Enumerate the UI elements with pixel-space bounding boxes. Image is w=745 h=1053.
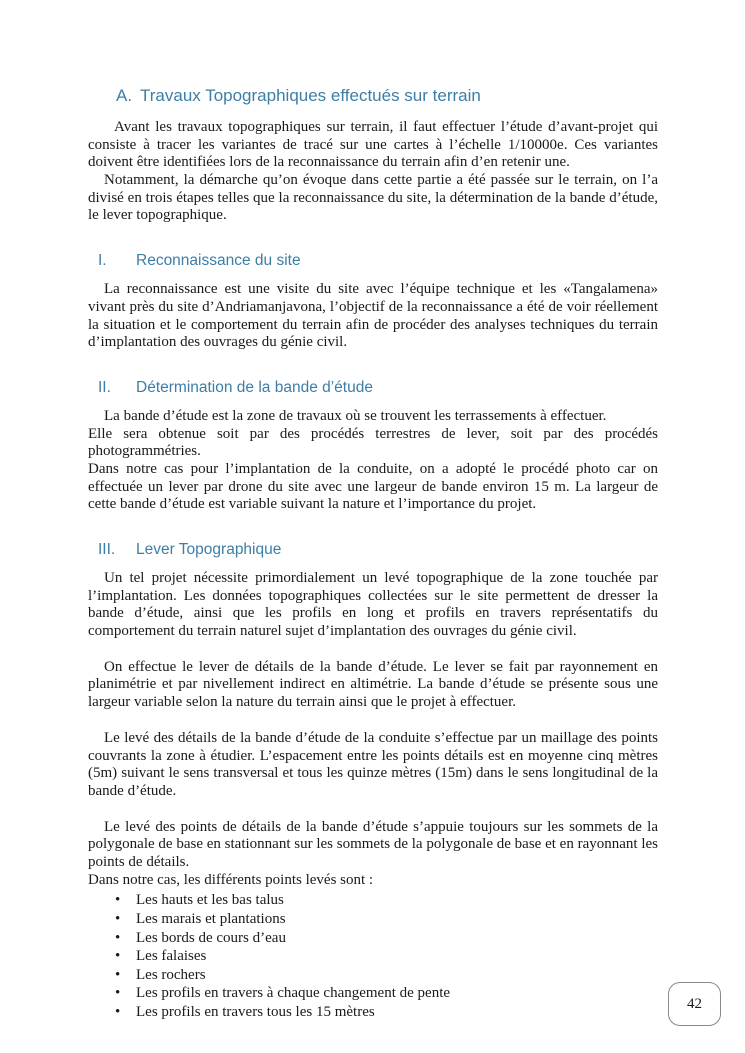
list-item xyxy=(115,984,658,1003)
list-item xyxy=(115,891,658,910)
section-2-paragraph-3: Dans notre cas pour l’implantation de la conduite, on a adopté le procédé photo car on effectuée un lever par drone du site avec une largeur de bande environ 15 m. La largeur de cette bande d’étude est variable suivant la nature et l’importance du projet. xyxy=(88,460,658,513)
page-content xyxy=(88,86,658,1021)
list-item-text: Les profils en travers à chaque changement de pente xyxy=(136,985,451,1002)
page-number: 42 xyxy=(687,995,702,1012)
section-3-paragraph-3: Le levé des détails de la bande d’étude de la conduite s’effectue par un maillage des points couvrants la zone à étudier. L’espacement entre les points détails est en moyenne cinq mètres (5m) suivant le sens transversal et tous les quinze mètres (15m) dans le sens longitudinal de la bande d’étude. xyxy=(88,729,658,799)
intro-paragraph-2: Notamment, la démarche qu’on évoque dans cette partie a été passée sur le terrain, on l’a divisé en trois étapes telles que la reconnaissance du site, la détermination de la bande d’étude, le lever topographique. xyxy=(88,172,658,224)
section-2-paragraph-1: La bande d’étude est la zone de travaux où se trouvent les terrassements à effectuer. xyxy=(104,407,607,424)
list-item-text: Les hauts et les bas talus xyxy=(136,892,284,909)
section-1-paragraph-1: La reconnaissance est une visite du site avec l’équipe technique et les «Tangalamena» vivant près du site d’Andriamanjavona, l’objectif de la reconnaissance a été de voir réellement la situation et le comportement du terrain afin de procéder des analyses techniques du terrain d’implantation des ouvrages du génie civil. xyxy=(88,281,658,351)
list-item-text: Les rochers xyxy=(136,966,206,983)
bullet-icon: • xyxy=(115,910,121,927)
list-item-text: Les bords de cours d’eau xyxy=(136,929,286,946)
bullet-icon: • xyxy=(115,892,121,909)
section-a-heading xyxy=(116,86,658,106)
section-1-numeral: I. xyxy=(98,252,107,270)
list-item-text: Les falaises xyxy=(136,948,207,965)
section-1-title: Reconnaissance du site xyxy=(136,252,301,270)
list-item xyxy=(115,910,658,929)
intro-paragraph-1: Avant les travaux topographiques sur terrain, il faut effectuer l’étude d’avant-projet qui consiste à tracer les variantes de tracé sur une cartes à l’échelle 1/10000e. Ces variantes doivent être identifiées lors de la reconnaissance du terrain afin d’en retenir une. xyxy=(88,119,658,171)
section-2-numeral: II. xyxy=(98,378,111,396)
section-3-heading xyxy=(88,541,658,559)
section-2-title: Détermination de la bande d’étude xyxy=(136,378,373,396)
bullet-icon: • xyxy=(115,948,121,965)
points-list xyxy=(115,891,658,1021)
list-item-text: Les profils en travers tous les 15 mètres xyxy=(136,1003,375,1020)
section-a-letter: A. xyxy=(116,86,133,105)
section-a-title: Travaux Topographiques effectués sur terrain xyxy=(140,86,481,105)
list-item xyxy=(115,966,658,985)
section-3-title: Lever Topographique xyxy=(136,541,282,558)
list-item-text: Les marais et plantations xyxy=(136,910,286,927)
section-1-heading xyxy=(88,252,658,270)
bullet-icon: • xyxy=(115,985,121,1002)
section-2-heading xyxy=(88,379,658,397)
list-intro: Dans notre cas, les différents points levés sont : xyxy=(88,871,374,888)
section-3-paragraph-4: Le levé des points de détails de la bande d’étude s’appuie toujours sur les sommets de la polygonale de base en stationnant sur les sommets de la polygonale de base et en rayonnant les points de détails. xyxy=(88,818,658,870)
bullet-icon: • xyxy=(115,966,121,983)
bullet-icon: • xyxy=(115,1003,121,1020)
list-item xyxy=(115,947,658,966)
section-3-numeral: III. xyxy=(98,541,116,558)
list-item xyxy=(115,1003,658,1022)
section-3-paragraph-2: On effectue le lever de détails de la bande d’étude. Le lever se fait par rayonnement en planimétrie et par nivellement indirect en altimétrie. La bande d’étude se présente sous une largeur variable selon la nature du terrain ainsi que le projet à effectuer. xyxy=(88,658,658,711)
bullet-icon: • xyxy=(115,929,121,946)
section-2-paragraph-2: Elle sera obtenue soit par des procédés terrestres de lever, soit par des procédés photogrammétries. xyxy=(88,425,658,460)
section-3-paragraph-1: Un tel projet nécessite primordialement un levé topographique de la zone touchée par l’implantation. Les données topographiques collectées sur le site permettent de dresser la bande d’étude, ainsi que les profils en long et profils en travers représentatifs du comportement du terrain naturel sujet d’implantation des ouvrages du génie civil. xyxy=(88,570,658,640)
page-number-box xyxy=(668,982,721,1026)
list-item xyxy=(115,929,658,948)
